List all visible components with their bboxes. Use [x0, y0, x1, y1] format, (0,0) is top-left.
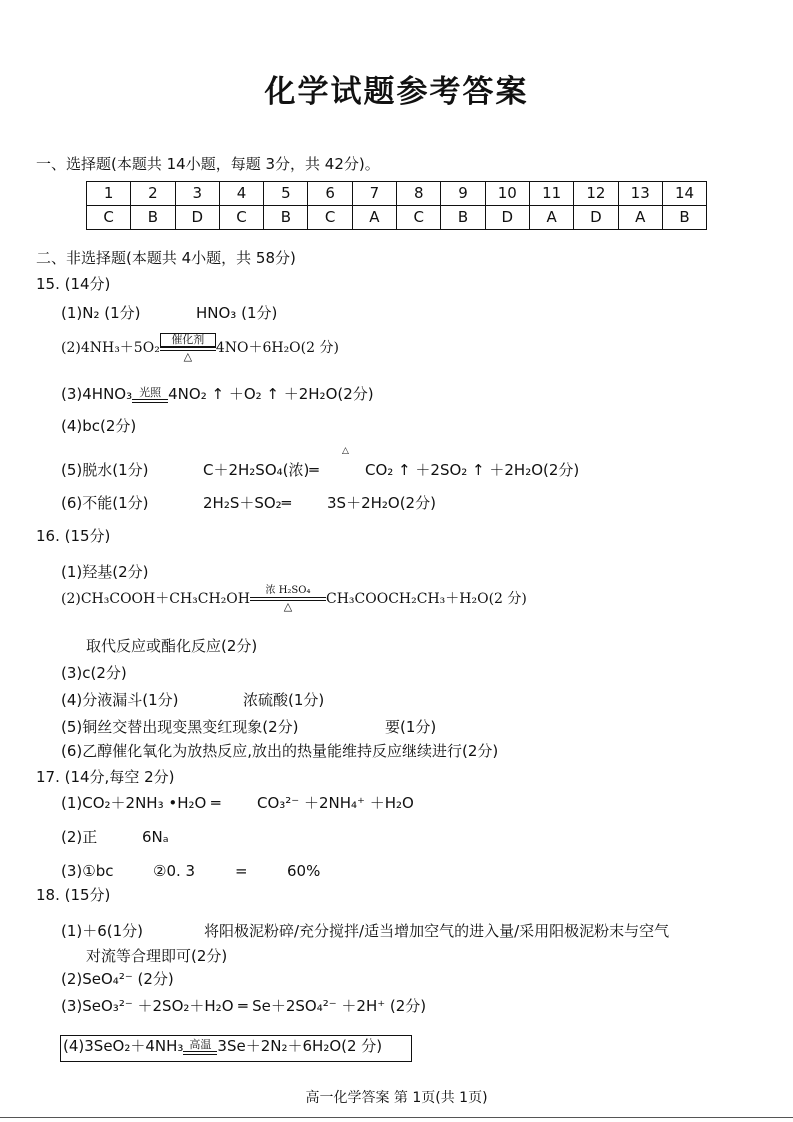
answer-cell: A [618, 206, 662, 230]
q18-equation-4 [63, 1036, 382, 1056]
q18-eq4-products: 3Se＋2N₂＋6H₂O(2 分) [217, 1037, 383, 1055]
q17-answer-2a: (2)正 [61, 828, 98, 846]
section2-heading: 二、非选择题(本题共 4小题，共 58分) [36, 249, 296, 267]
q18-answer-1c: 对流等合理即可(2分) [86, 947, 228, 965]
q16-answer-2b: 取代反应或酯化反应(2分) [86, 637, 258, 655]
answer-cell: C [308, 206, 352, 230]
answer-cell: C [87, 206, 131, 230]
q18-equation-3: (3)SeO₃²⁻ ＋2SO₂＋H₂O ═ Se＋2SO₄²⁻ ＋2H⁺ (2分) [61, 997, 427, 1015]
answer-row [87, 206, 707, 230]
q15-eq6-reactants: 2H₂S＋SO₂═ [203, 494, 291, 512]
answer-cell: B [264, 206, 308, 230]
q16-answer-6: (6)乙醇催化氧化为放热反应,放出的热量能维持反应继续进行(2分) [61, 742, 499, 760]
q17-answer-3b: ②0. 3 [153, 862, 196, 880]
q15-heading: 15. (14分) [36, 275, 111, 293]
q16-eq2-products: CH₃COOCH₂CH₃＋H₂O(2 分) [326, 591, 527, 607]
heat-symbol: △ [283, 600, 293, 613]
q17-answer-3a: (3)①bc [61, 862, 114, 880]
q16-answer-4b: 浓硫酸(1分) [243, 691, 325, 709]
q15-eq3-condition [132, 387, 168, 403]
question-number-cell: 8 [397, 182, 441, 206]
question-number-cell: 13 [618, 182, 662, 206]
section1-heading: 一、选择题(本题共 14小题，每题 3分，共 42分)。 [36, 155, 380, 173]
answer-cell: D [574, 206, 618, 230]
question-number-cell: 9 [441, 182, 485, 206]
q17-eq1-reactants: (1)CO₂＋2NH₃ •H₂O ═ [61, 794, 221, 812]
question-number-cell: 2 [131, 182, 175, 206]
catalyst-label: 催化剂 [160, 333, 216, 347]
answer-cell: B [441, 206, 485, 230]
q16-eq2-reactants: (2)CH₃COOH＋CH₃CH₂OH [61, 591, 250, 607]
question-number-cell: 3 [175, 182, 219, 206]
heat-symbol: △ [183, 350, 193, 363]
q15-eq2-products: 4NO＋6H₂O(2 分) [215, 340, 339, 356]
q15-equation-2 [61, 333, 339, 363]
question-number-cell: 12 [574, 182, 618, 206]
q18-answer-2: (2)SeO₄²⁻ (2分) [61, 970, 174, 988]
answer-cell: C [219, 206, 263, 230]
q15-eq6-products: 3S＋2H₂O(2分) [327, 494, 436, 512]
page-footer: 高一化学答案 第 1页(共 1页) [305, 1090, 488, 1106]
q16-answer-5b: 要(1分) [385, 718, 437, 736]
light-label: 光照 [139, 386, 162, 399]
q15-answer-4: (4)bc(2分) [61, 417, 137, 435]
q15-answer-6a: (6)不能(1分) [61, 494, 149, 512]
q18-answer-1a: (1)＋6(1分) [61, 922, 144, 940]
q15-answer-1a: (1)N₂ (1分) [61, 304, 141, 322]
question-number-cell: 7 [352, 182, 396, 206]
q15-answer-5a: (5)脱水(1分) [61, 461, 149, 479]
answer-cell: A [352, 206, 396, 230]
high-temp-label: 高温 [189, 1038, 212, 1051]
answer-cell: C [397, 206, 441, 230]
q18-eq4-reactants: (4)3SeO₂＋4NH₃ [63, 1037, 184, 1055]
q16-eq2-condition [250, 585, 326, 613]
q16-answer-4a: (4)分液漏斗(1分) [61, 691, 179, 709]
footer-divider [0, 1117, 793, 1118]
q16-answer-1: (1)羟基(2分) [61, 563, 149, 581]
q15-eq3-reactants: (3)4HNO₃ [61, 385, 133, 403]
answer-cell: D [175, 206, 219, 230]
answer-table [86, 181, 707, 230]
q16-equation-2 [61, 585, 527, 613]
question-number-row [87, 182, 707, 206]
q15-eq2-reactants: (2)4NH₃＋5O₂ [61, 340, 160, 356]
q17-answer-2b: 6Nₐ [142, 828, 169, 846]
q16-heading: 16. (15分) [36, 527, 111, 545]
page-title: 化学试题参考答案 [264, 74, 529, 110]
q16-answer-3: (3)c(2分) [61, 664, 127, 682]
q18-answer-1b: 将阳极泥粉碎/充分搅拌/适当增加空气的进入量/采用阳极泥粉末与空气 [204, 922, 670, 940]
question-number-cell: 4 [219, 182, 263, 206]
answer-cell: B [131, 206, 175, 230]
q17-eq1-products: CO₃²⁻ ＋2NH₄⁺ ＋H₂O [257, 794, 414, 812]
q17-heading: 17. (14分,每空 2分) [36, 768, 175, 786]
answer-cell: D [485, 206, 529, 230]
question-number-cell: 5 [264, 182, 308, 206]
question-number-cell: 1 [87, 182, 131, 206]
q17-answer-3c: = [235, 862, 248, 880]
q15-eq5-reactants: C＋2H₂SO₄(浓)═ [203, 461, 319, 479]
answer-cell: B [662, 206, 706, 230]
q17-answer-3d: 60% [287, 862, 321, 880]
q15-eq2-condition [160, 333, 216, 363]
conc-sulfuric-label: 浓 H₂SO₄ [265, 585, 311, 596]
q18-heading: 18. (15分) [36, 886, 111, 904]
answer-cell: A [529, 206, 573, 230]
q15-eq5-products: CO₂ ↑ ＋2SO₂ ↑ ＋2H₂O(2分) [365, 461, 580, 479]
question-number-cell: 11 [529, 182, 573, 206]
question-number-cell: 14 [662, 182, 706, 206]
q15-eq3-products: 4NO₂ ↑ ＋O₂ ↑ ＋2H₂O(2分) [168, 385, 374, 403]
question-number-cell: 6 [308, 182, 352, 206]
q18-eq4-condition [183, 1039, 217, 1055]
q15-eq5-heat-symbol: △ [342, 446, 349, 456]
question-number-cell: 10 [485, 182, 529, 206]
q16-answer-5a: (5)铜丝交替出现变黑变红现象(2分) [61, 718, 299, 736]
q15-answer-1b: HNO₃ (1分) [196, 304, 278, 322]
q15-equation-3 [61, 384, 374, 404]
